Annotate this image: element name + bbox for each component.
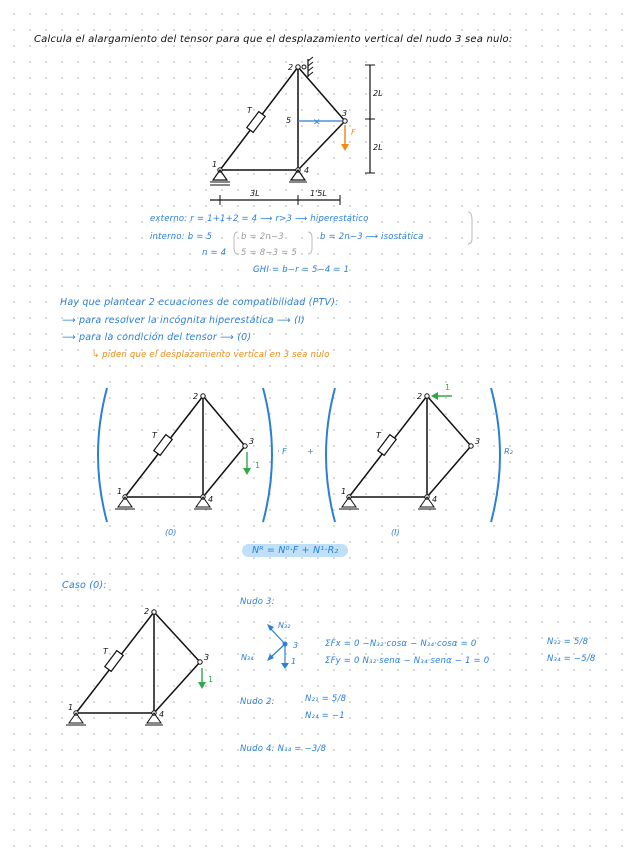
nudo4-result: Nudo 4: N₁₄ = −3/8 (240, 744, 327, 754)
svg-text:3: 3 (204, 653, 210, 662)
interno-formula1: b = 2n−3 (241, 232, 284, 242)
caso0-heading: Caso (0): (62, 580, 107, 591)
ptv-line3: ↳ piden que el desplazamiento vertical en 3 sea nulo (92, 350, 330, 360)
dim-3L: 3L (250, 189, 260, 198)
eq-fy: ΣFy = 0 N₃₂·senα − N₃₄·senα − 1 = 0 (325, 656, 490, 666)
eq-fx: ΣFx = 0 −N₃₂·cosα − N₃₄·cosα = 0 (325, 639, 477, 649)
externo-line: externo: r = 1+1+2 = 4 ⟶ r>3 ⟶ hiperestático (150, 214, 369, 224)
dim-15L: 1'5L (310, 189, 327, 198)
result-n34: N₃₄ = −5/8 (547, 654, 596, 664)
mult-F: · F (277, 447, 287, 456)
force-label: F (351, 128, 356, 137)
tensor-label: T (247, 106, 252, 115)
svg-text:1: 1 (208, 675, 214, 684)
svg-text:3: 3 (475, 437, 481, 446)
node-3-label: 3 (342, 109, 348, 118)
svg-text:1: 1 (341, 487, 347, 496)
svg-text:4: 4 (432, 495, 438, 504)
brace-decorations (230, 210, 480, 260)
ghi-line: GHI = b−r = 5−4 = 1 (253, 265, 350, 275)
svg-text:1: 1 (68, 703, 74, 712)
interno-result: b = 2n−3 ⟶ isostática (320, 232, 424, 242)
nudo2-heading: Nudo 2: (240, 697, 275, 707)
mult-R2: · R₂ (499, 447, 513, 456)
interno-b: interno: b = 5 (150, 232, 213, 242)
main-truss-figure (200, 55, 390, 205)
ptv-line1: ⟶ para resolver la incógnita hiperestática ⟶ (I) (62, 315, 305, 326)
node3-label: 3 (293, 641, 299, 650)
ptv-line2: ⟶ para la condición del tensor ⟶ (0) (62, 332, 252, 343)
unit-load-I: 1 (445, 383, 451, 392)
interno-n: n = 4 (202, 248, 227, 258)
node-2-label: 2 (288, 63, 294, 72)
case0-label: (0) (165, 528, 177, 537)
svg-text:4: 4 (208, 495, 214, 504)
svg-text:✕: ✕ (313, 118, 321, 128)
svg-text:2: 2 (193, 392, 199, 401)
svg-text:T: T (152, 431, 157, 440)
nudo3-heading: Nudo 3: (240, 597, 275, 607)
interno-formula2: 5 = 8−3 = 5 (241, 248, 298, 258)
svg-text:T: T (103, 647, 108, 656)
caseI-label: (I) (391, 528, 400, 537)
n34-label: N₃₄ (241, 653, 254, 662)
result-n32: N₃₂ = 5/8 (547, 637, 589, 647)
svg-text:4: 4 (159, 710, 165, 719)
node-1-label: 1 (212, 160, 218, 169)
node-5-label: 5 (286, 116, 292, 125)
nudo3-diagram (241, 612, 315, 672)
problem-title: Calcula el alargamiento del tensor para que el desplazamiento vertical del nudo 3 sea nulo: (34, 34, 513, 45)
n21-result: N₂₁ = 5/8 (305, 694, 347, 704)
svg-text:T: T (376, 431, 381, 440)
plus-sign: + (307, 447, 314, 456)
svg-text:2: 2 (144, 607, 150, 616)
node-4-label: 4 (304, 166, 310, 175)
dim-2L-bottom: 2L (373, 143, 383, 152)
n24-result: N₂₄ = −1 (305, 711, 345, 721)
unit-label: 1 (291, 657, 297, 666)
svg-text:1: 1 (117, 487, 123, 496)
superposition-formula: Nᴿ = N⁰·F + N¹·R₂ (242, 545, 348, 556)
svg-text:2: 2 (417, 392, 423, 401)
n32-label: N₃₂ (278, 621, 291, 630)
svg-text:3: 3 (249, 437, 255, 446)
ptv-intro: Hay que plantear 2 ecuaciones de compatibilidad (PTV): (60, 297, 339, 308)
unit-load-0: 1 (255, 461, 261, 470)
superposition-figures (95, 380, 555, 540)
caso0-truss (60, 600, 240, 730)
dim-2L-top: 2L (373, 89, 383, 98)
